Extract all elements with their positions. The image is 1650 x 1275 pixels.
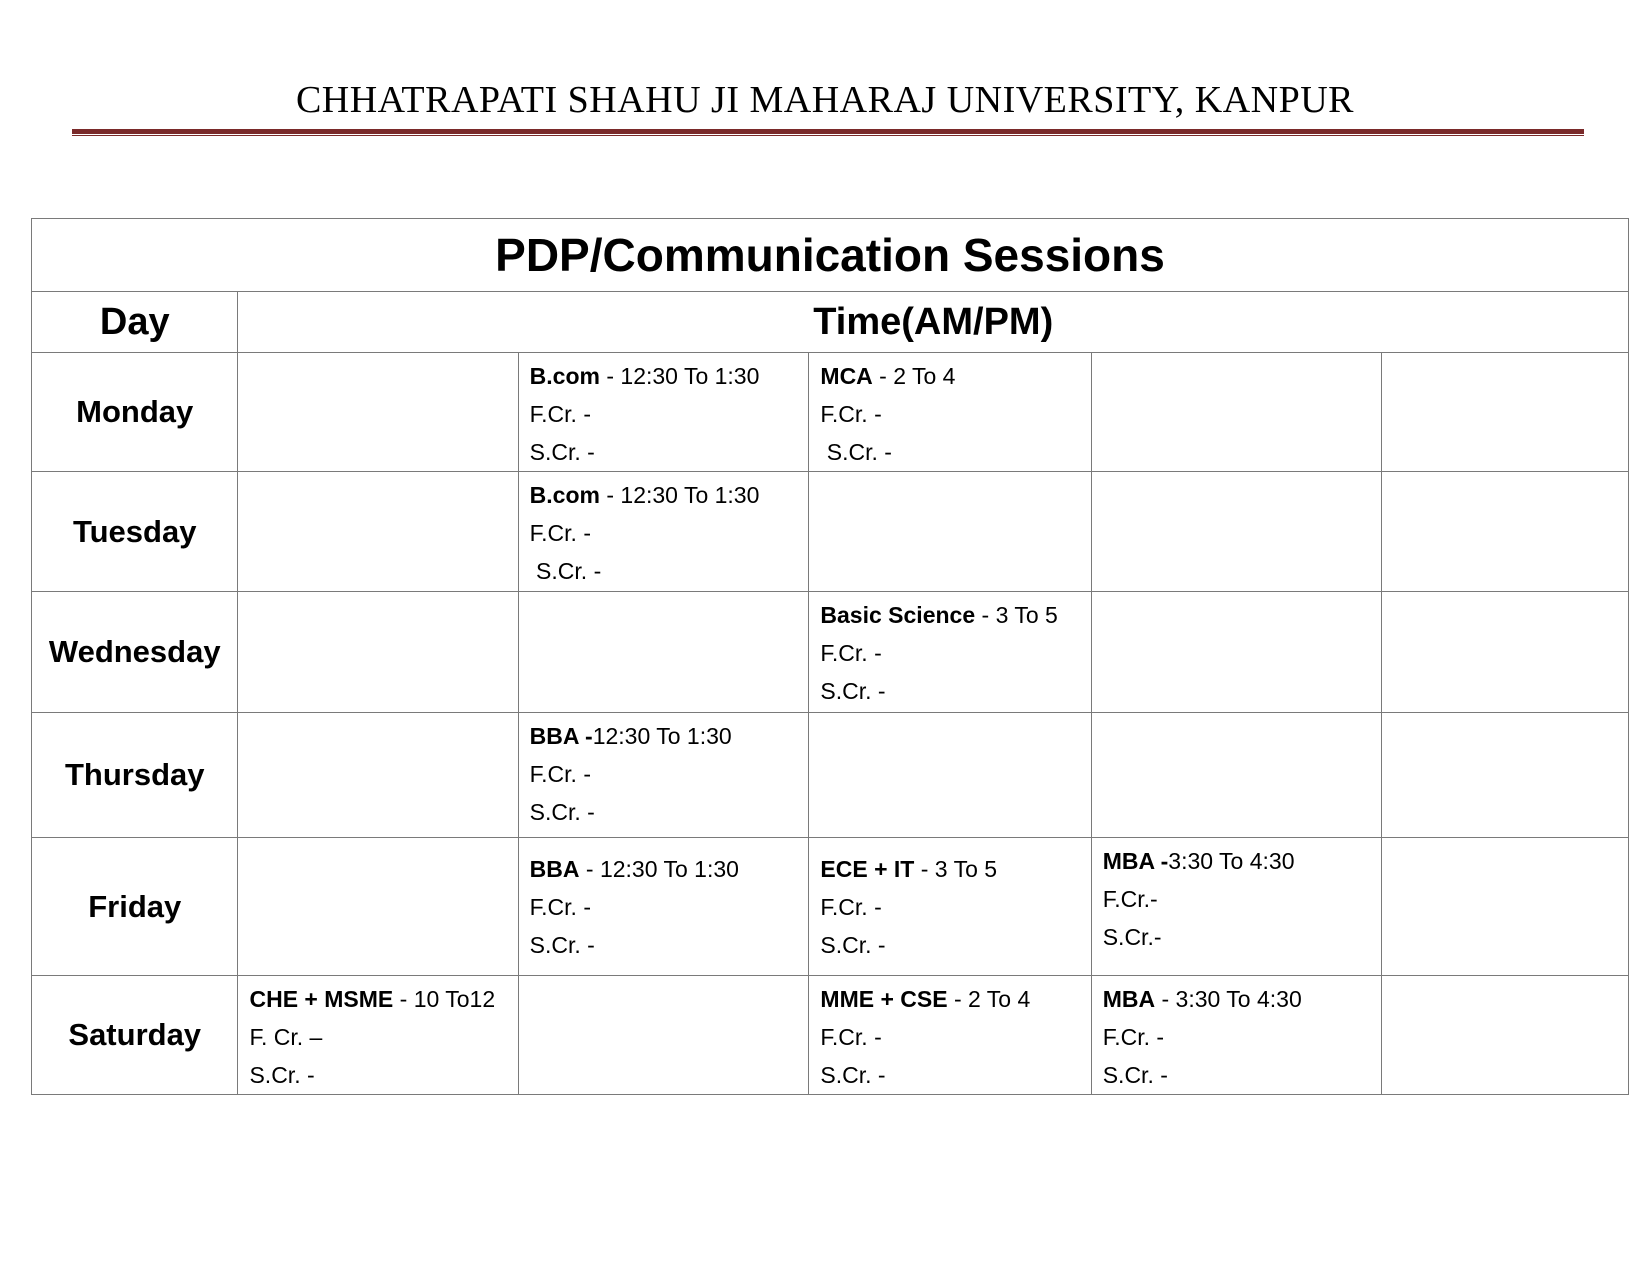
first-credit: F.Cr. - — [820, 894, 882, 920]
column-header-time: Time(AM/PM) — [238, 292, 1629, 353]
session-slot-3 — [809, 353, 1091, 472]
session-time: 3:30 To 4:30 — [1168, 848, 1295, 874]
table-row-monday — [32, 353, 1629, 472]
first-credit: F.Cr. - — [529, 761, 592, 787]
day-label: Wednesday — [32, 592, 238, 713]
session-time: - 3 To 5 — [975, 602, 1058, 628]
program-name: ECE + IT — [820, 856, 915, 882]
first-credit: F.Cr. - — [820, 1024, 882, 1050]
session-time: 12:30 To 1:30 — [592, 723, 732, 749]
second-credit: S.Cr. - — [529, 932, 595, 958]
session-slot-3 — [809, 838, 1091, 976]
session-slot-2 — [518, 472, 809, 592]
first-credit: F.Cr. - — [1102, 1024, 1165, 1050]
day-label: Saturday — [32, 976, 238, 1095]
second-credit: S.Cr. - — [249, 1062, 315, 1088]
session-slot-2 — [518, 976, 809, 1095]
session-slot-2 — [518, 592, 809, 713]
session-slot-1 — [238, 592, 518, 713]
session-slot-3 — [809, 976, 1091, 1095]
day-label: Monday — [32, 353, 238, 472]
session-slot-5 — [1382, 592, 1629, 713]
second-credit: S.Cr. - — [1102, 1062, 1168, 1088]
second-credit: S.Cr. - — [529, 558, 602, 584]
session-slot-2 — [518, 353, 809, 472]
university-title: CHHATRAPATI SHAHU JI MAHARAJ UNIVERSITY, KANPUR — [295, 79, 1355, 121]
session-slot-5 — [1382, 472, 1629, 592]
first-credit: F.Cr. - — [529, 520, 592, 546]
first-credit: F. Cr. – — [249, 1024, 323, 1050]
session-slot-1 — [238, 472, 518, 592]
program-name: BBA — [529, 856, 580, 882]
second-credit: S.Cr. - — [529, 799, 595, 825]
session-slot-4 — [1091, 713, 1382, 838]
session-slot-5 — [1382, 976, 1629, 1095]
program-name: B.com — [529, 482, 600, 508]
program-name: Basic Science — [820, 602, 976, 628]
day-label: Thursday — [32, 713, 238, 838]
program-name: CHE + MSME — [249, 986, 394, 1012]
session-time: - 2 To 4 — [872, 363, 956, 389]
session-time: - 2 To 4 — [947, 986, 1031, 1012]
second-credit: S.Cr. - — [820, 1062, 886, 1088]
header-rule-thick — [72, 129, 1584, 134]
session-slot-4 — [1091, 472, 1382, 592]
first-credit: F.Cr. - — [529, 401, 592, 427]
second-credit: S.Cr. - — [820, 439, 892, 465]
program-name: B.com — [529, 363, 600, 389]
session-time: - 12:30 To 1:30 — [599, 363, 760, 389]
program-name: MBA — [1102, 986, 1156, 1012]
session-slot-1 — [238, 713, 518, 838]
program-name: MME + CSE — [820, 986, 948, 1012]
session-slot-5 — [1382, 713, 1629, 838]
session-slot-4 — [1091, 838, 1382, 976]
table-row-wednesday — [32, 592, 1629, 713]
session-slot-3 — [809, 592, 1091, 713]
header-rule-thin — [72, 135, 1584, 136]
first-credit: F.Cr. - — [529, 894, 592, 920]
day-label: Tuesday — [32, 472, 238, 592]
session-slot-5 — [1382, 353, 1629, 472]
session-slot-4 — [1091, 353, 1382, 472]
program-name: BBA - — [529, 723, 593, 749]
session-slot-4 — [1091, 592, 1382, 713]
session-slot-1 — [238, 353, 518, 472]
session-slot-2 — [518, 713, 809, 838]
second-credit: S.Cr.- — [1102, 924, 1162, 950]
session-time: - 3:30 To 4:30 — [1155, 986, 1302, 1012]
table-row-saturday — [32, 976, 1629, 1095]
table-row-thursday — [32, 713, 1629, 838]
second-credit: S.Cr. - — [820, 678, 886, 704]
program-name: MBA - — [1102, 848, 1169, 874]
table-row-friday — [32, 838, 1629, 976]
first-credit: F.Cr.- — [1102, 886, 1158, 912]
session-slot-3 — [809, 472, 1091, 592]
program-name: MCA — [820, 363, 873, 389]
session-slot-1 — [238, 976, 518, 1095]
session-schedule-table — [31, 218, 1629, 1095]
day-label: Friday — [32, 838, 238, 976]
second-credit: S.Cr. - — [529, 439, 595, 465]
session-slot-4 — [1091, 976, 1382, 1095]
session-time: - 12:30 To 1:30 — [599, 482, 760, 508]
session-time: - 3 To 5 — [914, 856, 998, 882]
first-credit: F.Cr. - — [820, 640, 882, 666]
second-credit: S.Cr. - — [820, 932, 886, 958]
session-time: - 10 To12 — [393, 986, 496, 1012]
session-slot-1 — [238, 838, 518, 976]
first-credit: F.Cr. - — [820, 401, 882, 427]
session-slot-5 — [1382, 838, 1629, 976]
table-row-tuesday — [32, 472, 1629, 592]
session-time: - 12:30 To 1:30 — [579, 856, 739, 882]
table-title: PDP/Communication Sessions — [32, 219, 1629, 292]
session-slot-3 — [809, 713, 1091, 838]
column-header-day: Day — [32, 292, 238, 353]
session-slot-2 — [518, 838, 809, 976]
